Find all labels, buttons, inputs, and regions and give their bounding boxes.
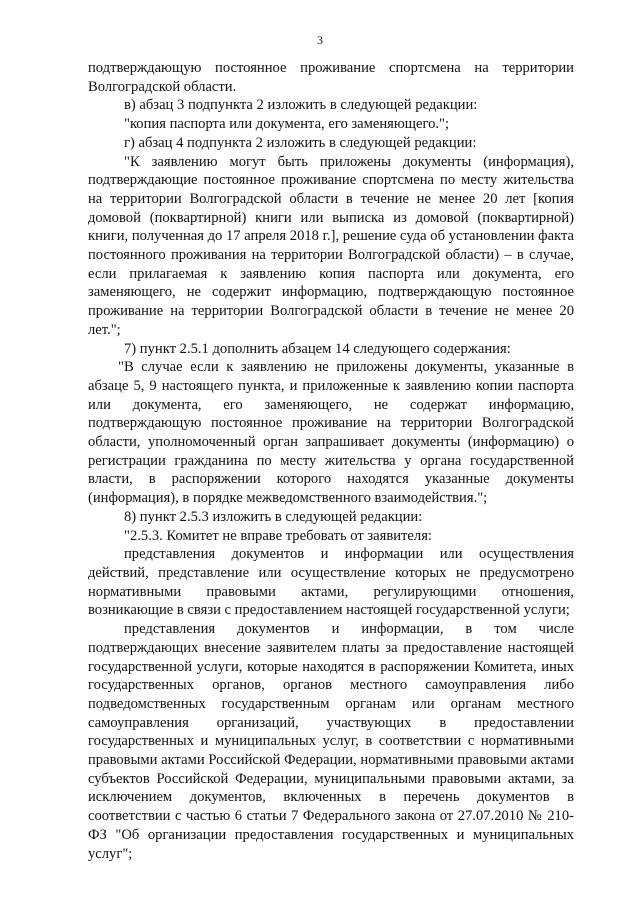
paragraph: "копия паспорта или документа, его заменяющего."; — [124, 116, 450, 133]
paragraph: 8) пункт 2.5.3 изложить в следующей редакции: — [124, 508, 423, 525]
document-body — [88, 59, 574, 863]
paragraph: г) абзац 4 подпункта 2 изложить в следующей редакции: — [124, 134, 477, 151]
paragraph: "2.5.3. Комитет не вправе требовать от заявителя: — [124, 527, 432, 544]
paragraph: представления документов и информации или осуществления действий, представление или осуществление которых не предусмотрено нормативными правовыми актами, регулирующими отношения, возникающие в связи с предоставлением настоящей государственной услуги; — [88, 546, 574, 619]
paragraph: представления документов и информации, в том числе подтверждающих внесение заявителем платы за предоставление настоящей государственной услуги, которые находятся в распоряжении Комитета, иных государственных органов, органов местного самоуправления либо подведомственных государственным органам или органам местного самоуправления организаций, участвующих в предоставлении государственных и муниципальных услуг, в соответствии с нормативными правовыми актами Российской Федерации, нормативными правовыми актами субъектов Российской Федерации, муниципальными правовыми актами, за исключением документов, включенных в перечень документов в соответствии с частью 6 статьи 7 Федерального закона от 27.07.2010 № 210-ФЗ "Об организации предоставления государственных и муниципальных услуг"; — [88, 621, 574, 862]
paragraph: в) абзац 3 подпункта 2 изложить в следующей редакции: — [124, 97, 478, 114]
page-number: 3 — [317, 33, 323, 47]
paragraph: "В случае если к заявлению не приложены документы, указанные в абзаце 5, 9 настоящего пункта, и приложенные к заявлению копии паспорта или документа, его заменяющего, не содержат информацию, подтверждающую постоянное проживание на территории Волгоградской области, уполномоченный орган запрашивает документы (информацию) о регистрации гражданина по месту жительства у органа государственной власти, в распоряжении которого находятся указанные документы (информация), в порядке межведомственного взаимодействия."; — [88, 359, 574, 507]
paragraph: "К заявлению могут быть приложены документы (информация), подтверждающие постоянное проживание спортсмена по месту жительства на территории Волгоградской области в течение не менее 20 лет [копия домовой (поквартирной) книги или выписка из домовой (поквартирной) книги, полученная до 17 апреля 2018 г.], решение суда об установлении факта постоянного проживания на территории Волгоградской области) – в случае, если прилагаемая к заявлению копия паспорта или документа, его заменяющего, не содержит информацию, подтверждающую постоянное проживание на территории Волгоградской области в течение не менее 20 лет."; — [88, 153, 574, 338]
paragraph: 7) пункт 2.5.1 дополнить абзацем 14 следующего содержания: — [124, 340, 511, 357]
paragraph: подтверждающую постоянное проживание спортсмена на территории Волгоградской области. — [88, 60, 574, 95]
